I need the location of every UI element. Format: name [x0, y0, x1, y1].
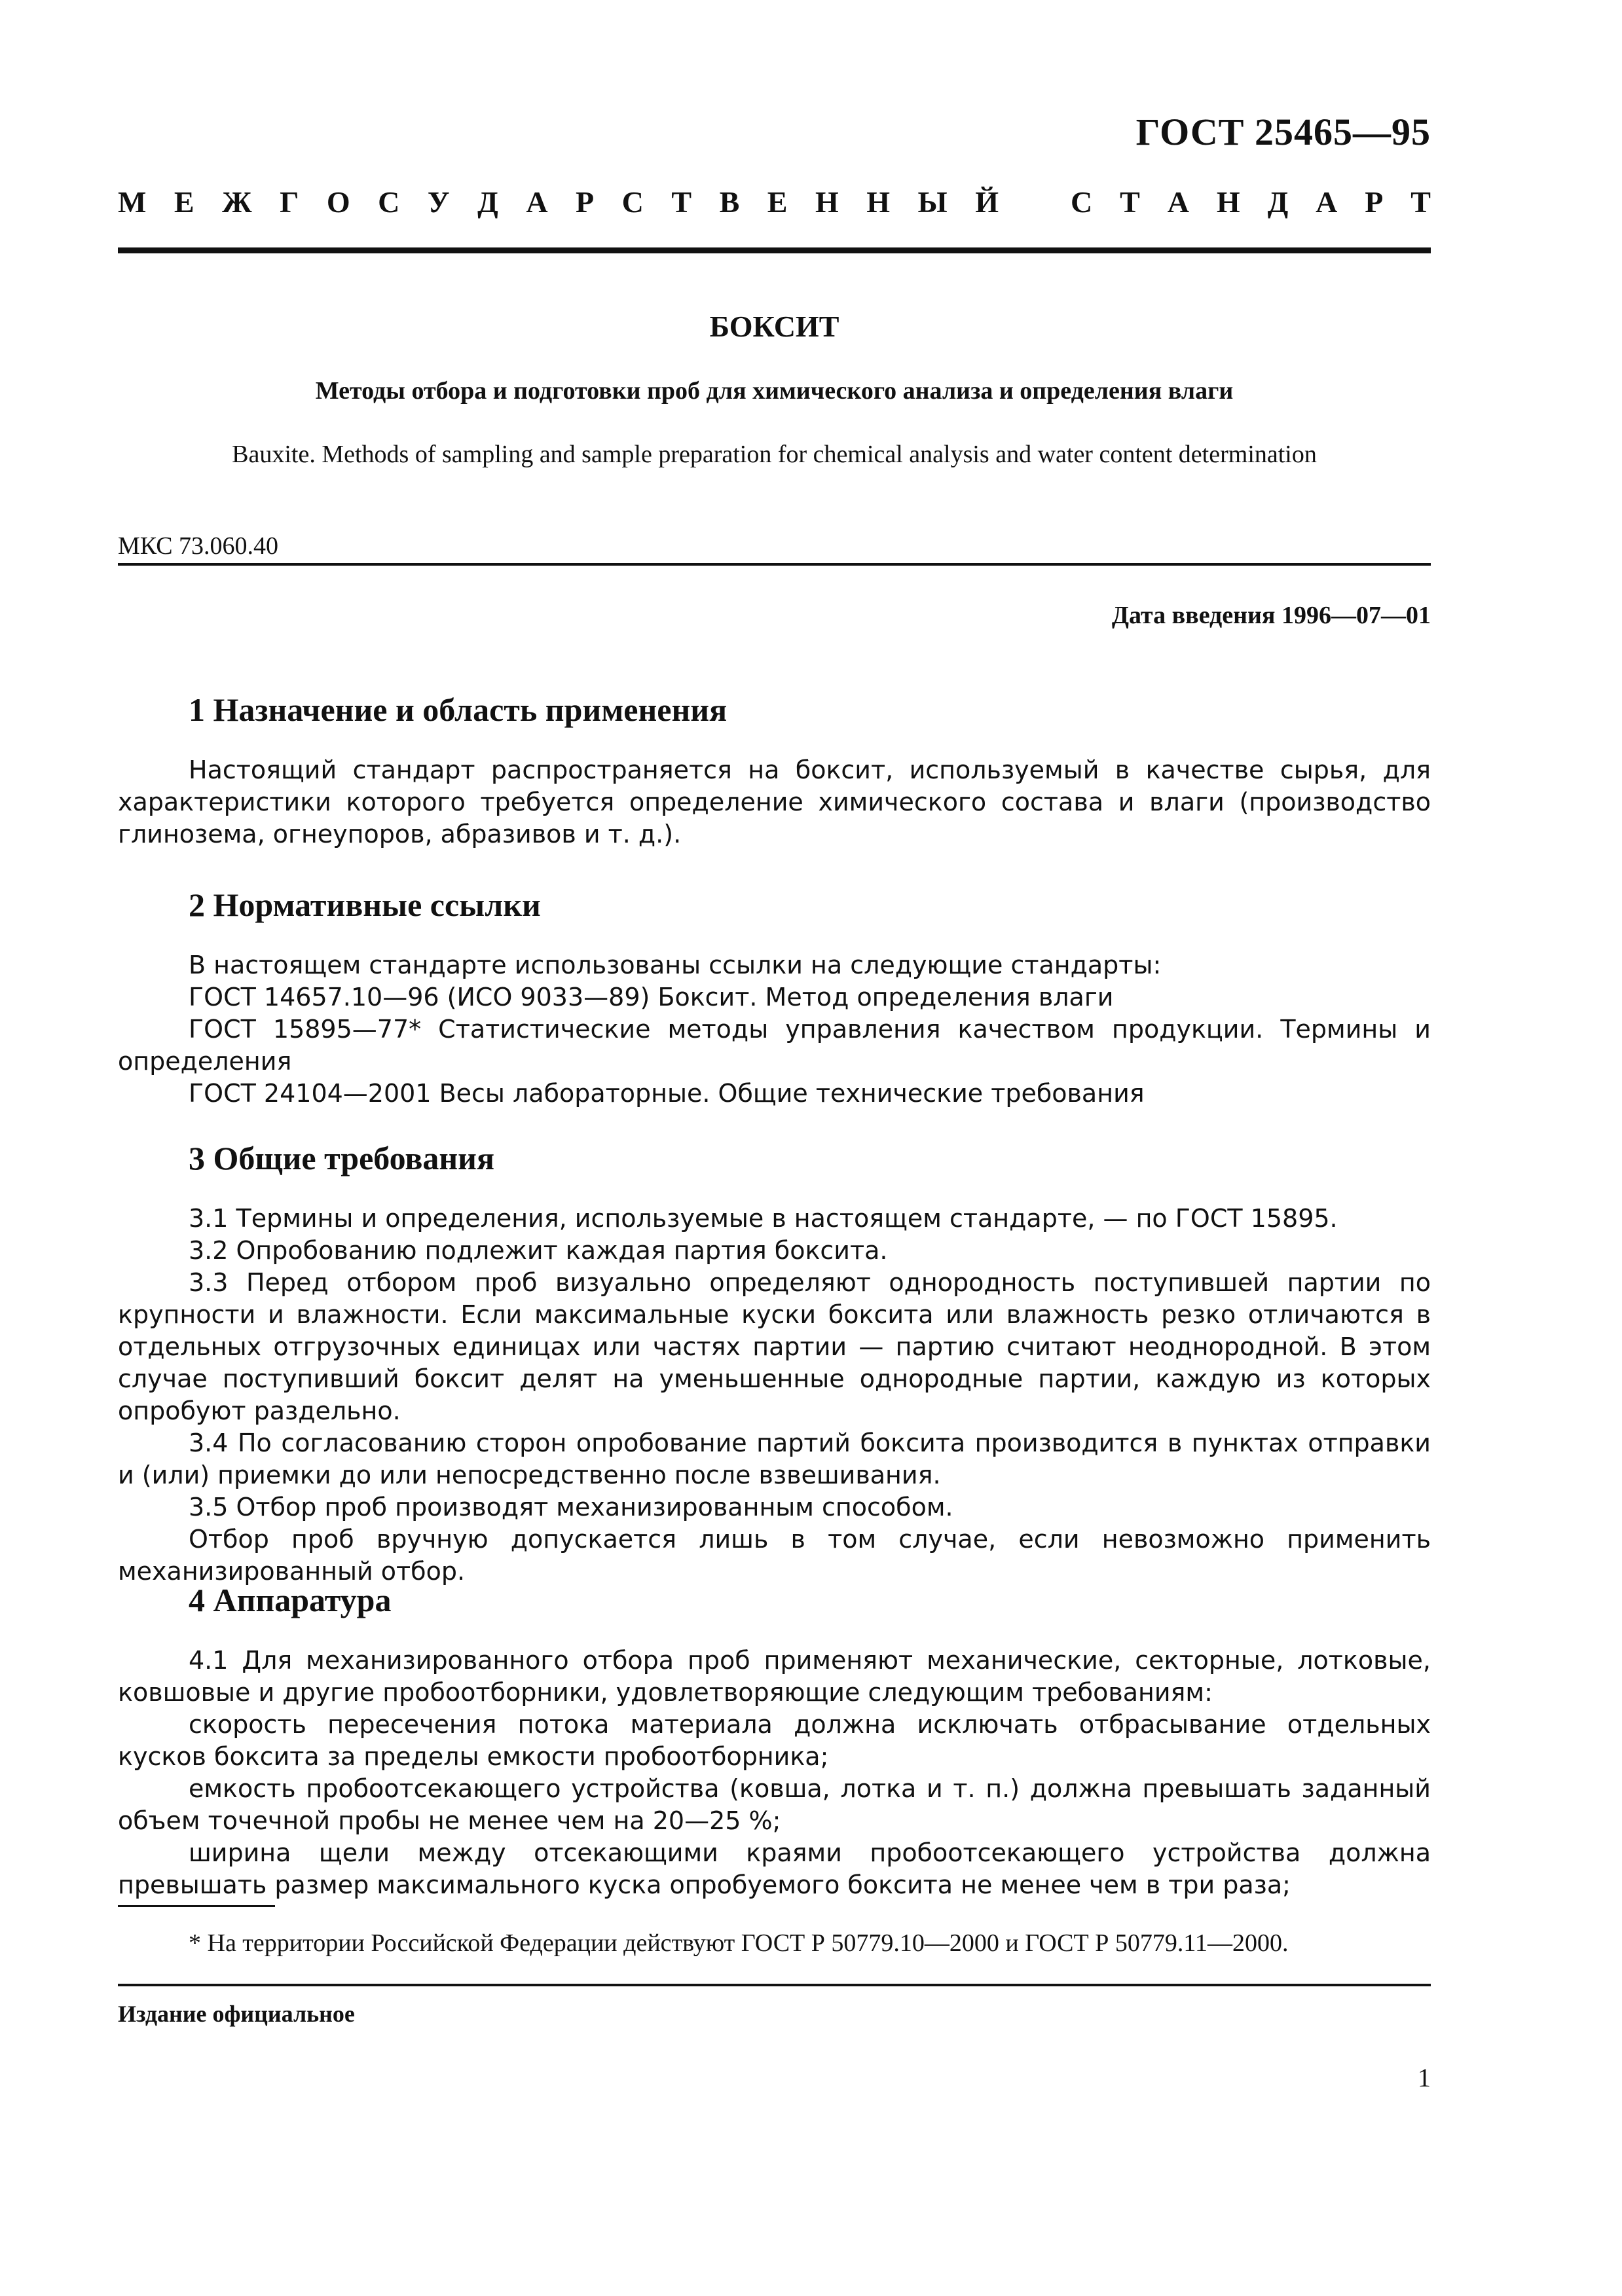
document-subtitle: Методы отбора и подготовки проб для химического анализа и определения влаги — [315, 377, 1234, 405]
paragraph: Отбор проб вручную допускается лишь в том случае, если невозможно применить механизированный отбор. — [118, 1525, 1431, 1586]
footer-rule — [118, 1984, 1431, 1986]
section-1-heading: 1 Назначение и область применения — [189, 691, 728, 728]
footnote: * На территории Российской Федерации действуют ГОСТ Р 50779.10—2000 и ГОСТ Р 50779.11—2000. — [189, 1929, 1289, 1957]
section-2-body — [118, 949, 1431, 1110]
official-edition-label: Издание официальное — [118, 2001, 355, 2027]
paragraph: В настоящем стандарте использованы ссылки на следующие стандарты: — [189, 951, 1162, 979]
document-code: ГОСТ 25465—95 — [1135, 111, 1431, 153]
requirement-item: ширина щели между отсекающими краями пробоотсекающего устройства должна превышать размер максимального куска опробуемого боксита не менее чем в три раза; — [118, 1838, 1431, 1899]
banner-word-standard: С Т А Н Д А Р Т — [1071, 185, 1431, 219]
clause-3-4: 3.4 По согласованию сторон опробование партий боксита производится в пунктах отправки и (или) приемки до или непосредственно после взвешивания. — [118, 1429, 1431, 1489]
section-4-heading: 4 Аппаратура — [189, 1582, 392, 1618]
reference-item: ГОСТ 24104—2001 Весы лабораторные. Общие технические требования — [189, 1079, 1145, 1108]
clause-3-1: 3.1 Термины и определения, используемые в настоящем стандарте, — по ГОСТ 15895. — [189, 1204, 1338, 1233]
clause-3-5: 3.5 Отбор проб производят механизированным способом. — [189, 1493, 953, 1522]
paragraph: Настоящий стандарт распространяется на боксит, используемый в качестве сырья, для характеристики которого требуется определение химического состава и влаги (производство глинозема, огнеупоров, абразивов и т. д.). — [118, 756, 1431, 848]
clause-3-3: 3.3 Перед отбором проб визуально определяют однородность поступившей партии по крупности и влажности. Если максимальные куски боксита или влажность резко отличаются в отдельных отгрузочных единицах или частях партии — партию считают неоднородной. В этом случае поступивший боксит делят на уменьшенные однородные партии, каждую из которых опробуют раздельно. — [118, 1268, 1431, 1425]
footnote-rule — [118, 1905, 275, 1907]
page-number: 1 — [1418, 2063, 1431, 2092]
requirement-item: скорость пересечения потока материала должна исключать отбрасывание отдельных кусков боксита за пределы емкости пробоотборника; — [118, 1710, 1431, 1771]
interstate-standard-banner — [118, 185, 1431, 219]
english-title: Bauxite. Methods of sampling and sample preparation for chemical analysis and water content determination — [232, 441, 1317, 468]
introduction-date: Дата введения 1996—07—01 — [1111, 602, 1431, 629]
clause-4-1: 4.1 Для механизированного отбора проб применяют механические, секторные, лотковые, ковшовые и другие пробоотборники, удовлетворяющие следующим требованиям: — [118, 1646, 1431, 1707]
mks-code: МКС 73.060.40 — [118, 532, 279, 560]
document-title: БОКСИТ — [709, 310, 839, 343]
section-2-heading: 2 Нормативные ссылки — [189, 886, 541, 923]
section-1-body — [118, 754, 1431, 850]
mks-rule — [118, 563, 1431, 566]
reference-item: ГОСТ 15895—77* Статистические методы управления качеством продукции. Термины и определения — [118, 1015, 1431, 1076]
clause-3-2: 3.2 Опробованию подлежит каждая партия боксита. — [189, 1236, 888, 1265]
section-3-body — [118, 1203, 1431, 1588]
section-3-heading: 3 Общие требования — [189, 1140, 495, 1176]
requirement-item: емкость пробоотсекающего устройства (ковша, лотка и т. п.) должна превышать заданный объем точечной пробы не менее чем на 20—25 %; — [118, 1774, 1431, 1835]
section-4-body — [118, 1645, 1431, 1901]
header-rule — [118, 247, 1431, 253]
banner-word-interstate: М Е Ж Г О С У Д А Р С Т В Е Н Н Ы Й — [118, 185, 999, 219]
reference-item: ГОСТ 14657.10—96 (ИСО 9033—89) Боксит. Метод определения влаги — [189, 983, 1114, 1011]
